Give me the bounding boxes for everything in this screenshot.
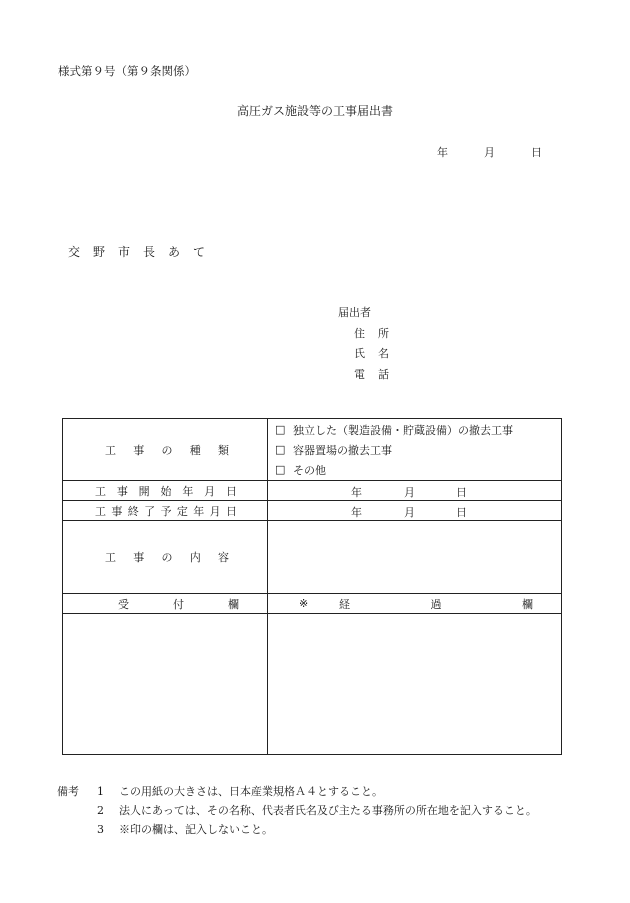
checkbox-icon[interactable]: □ xyxy=(275,423,286,436)
start-date-label: 工 事 開 始 年 月 日 xyxy=(95,484,237,498)
note-item: 3 ※印の欄は、記入しないこと。 xyxy=(97,823,273,836)
start-date-row xyxy=(63,481,562,501)
applicant-address-label: 住 所 xyxy=(354,326,389,340)
reception-body-row xyxy=(63,614,562,755)
work-type-label-cell xyxy=(63,419,268,481)
notes-heading: 備考 xyxy=(57,785,79,798)
end-date-row xyxy=(63,501,562,521)
start-date-value-cell[interactable] xyxy=(268,481,562,501)
date-day-label: 日 xyxy=(531,146,542,159)
content-label-cell xyxy=(63,521,268,594)
addressee-char: あ xyxy=(168,245,181,259)
applicant-name-label: 氏 名 xyxy=(354,347,389,360)
start-date-month: 月 xyxy=(404,486,415,499)
date-month-label: 月 xyxy=(484,146,495,159)
end-date-label-cell xyxy=(63,501,268,521)
work-type-option-other[interactable]: □ その他 xyxy=(275,463,326,477)
end-date-label: 工 事 終 了 予 定 年 月 日 xyxy=(95,504,237,518)
content-value-cell[interactable] xyxy=(268,521,562,594)
checkbox-icon[interactable]: □ xyxy=(275,463,286,476)
applicant-phone-label: 電 話 xyxy=(354,367,389,381)
applicant-block xyxy=(338,303,389,385)
addressee-char: 野 xyxy=(93,245,106,259)
start-date-year: 年 xyxy=(351,486,362,499)
work-type-label: 工 事 の 種 類 xyxy=(105,443,229,457)
applicant-heading: 届出者 xyxy=(338,306,371,319)
work-type-row xyxy=(63,419,562,481)
progress-label-cell xyxy=(268,594,562,614)
addressee xyxy=(68,243,218,260)
work-type-option-demolition[interactable]: □ 独立した（製造設備・貯蔵設備）の撤去工事 xyxy=(275,423,513,437)
addressee-char: て xyxy=(193,245,206,259)
reception-body-cell xyxy=(63,614,268,755)
addressee-char: 長 xyxy=(143,245,156,259)
note-item: 2 法人にあっては、その名称、代表者氏名及び主たる事務所の所在地を記入すること。 xyxy=(97,804,537,817)
reception-label-cell xyxy=(63,594,268,614)
start-date-day: 日 xyxy=(456,486,467,499)
progress-label: ※ 経 過 欄 xyxy=(299,597,533,611)
content-label: 工 事 の 内 容 xyxy=(105,551,229,564)
end-date-year: 年 xyxy=(351,506,362,519)
date-year-label: 年 xyxy=(437,146,448,159)
content-row xyxy=(63,521,562,594)
form-number: 様式第９号（第９条関係） xyxy=(58,64,196,78)
work-type-option-container-storage[interactable]: □ 容器置場の撤去工事 xyxy=(275,443,392,457)
end-date-value-cell[interactable] xyxy=(268,501,562,521)
checkbox-icon[interactable]: □ xyxy=(275,443,286,456)
document-title: 高圧ガス施設等の工事届出書 xyxy=(236,104,393,118)
start-date-label-cell xyxy=(63,481,268,501)
progress-body-cell xyxy=(268,614,562,755)
addressee-char: 交 xyxy=(68,245,81,259)
end-date-month: 月 xyxy=(404,506,415,519)
work-type-options-cell xyxy=(268,419,562,481)
note-item: 備考 1 この用紙の大きさは、日本産業規格Ａ４とすること。 xyxy=(57,782,589,801)
end-date-day: 日 xyxy=(456,506,467,519)
addressee-char: 市 xyxy=(118,245,131,259)
notes-block xyxy=(57,782,589,839)
work-notification-table xyxy=(62,418,562,755)
reception-header-row xyxy=(63,594,562,614)
reception-label: 受 付 欄 xyxy=(118,597,239,611)
